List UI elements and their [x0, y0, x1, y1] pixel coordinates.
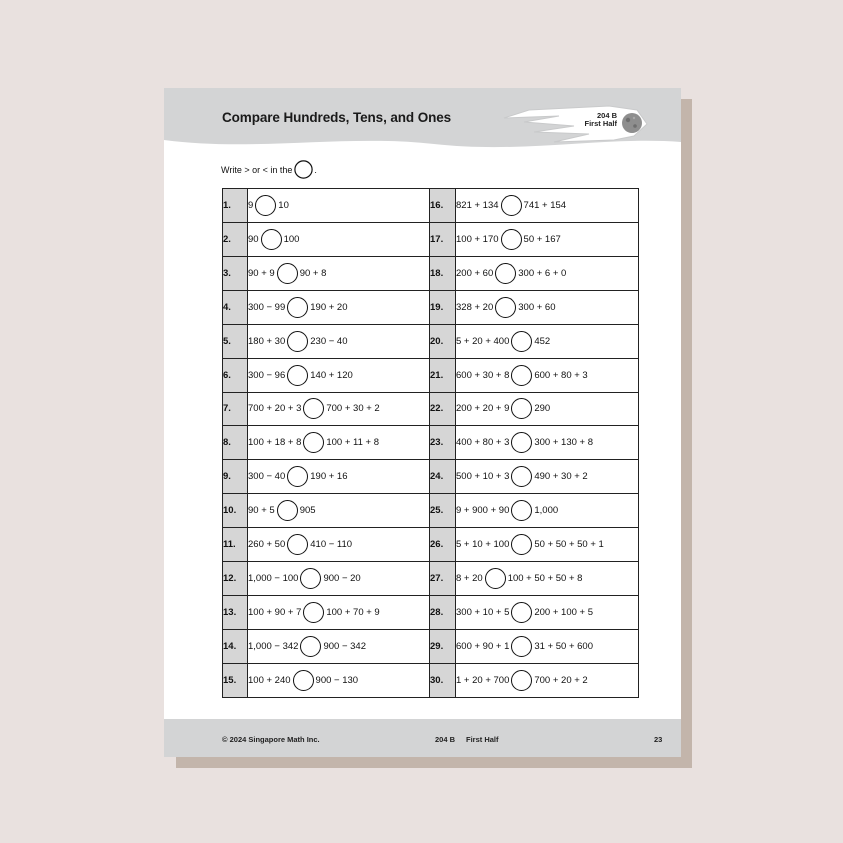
answer-circle[interactable] [511, 636, 532, 657]
problem-number: 22. [430, 392, 456, 426]
problem-expression [456, 494, 639, 528]
problem-expression [456, 426, 639, 460]
instructions-period: . [314, 164, 317, 175]
answer-circle[interactable] [303, 432, 324, 453]
comparison [248, 263, 326, 284]
comparison [248, 500, 316, 521]
answer-circle[interactable] [511, 500, 532, 521]
page-number: 23 [654, 735, 663, 744]
left-expression: 700 + 20 + 3 [248, 403, 302, 415]
problem-number: 27. [430, 562, 456, 596]
problem-row [223, 290, 639, 324]
left-expression: 821 + 134 [456, 199, 499, 211]
left-expression: 300 − 40 [248, 471, 286, 483]
problem-expression [248, 528, 430, 562]
comparison [456, 500, 558, 521]
problem-number: 7. [223, 392, 248, 426]
footer-code: 204 B [435, 735, 456, 744]
worksheet-page [164, 88, 681, 757]
page-title: Compare Hundreds, Tens, and Ones [222, 110, 452, 125]
problem-expression [456, 290, 639, 324]
comparison [248, 534, 352, 555]
problem-row [223, 629, 639, 663]
problem-number: 6. [223, 358, 248, 392]
problem-expression [456, 222, 639, 256]
comparison [456, 602, 593, 623]
answer-circle[interactable] [300, 636, 321, 657]
problem-expression [248, 426, 430, 460]
problem-number: 29. [430, 629, 456, 663]
problem-expression [456, 392, 639, 426]
badge-label [569, 112, 617, 128]
answer-circle[interactable] [300, 568, 321, 589]
problem-number: 2. [223, 222, 248, 256]
left-expression: 200 + 20 + 9 [456, 403, 510, 415]
answer-circle[interactable] [287, 297, 308, 318]
problem-expression [248, 324, 430, 358]
right-expression: 50 + 50 + 50 + 1 [534, 539, 604, 551]
instructions-text: Write > or < in the [221, 164, 293, 175]
problem-expression [456, 629, 639, 663]
problem-row [223, 528, 639, 562]
answer-circle[interactable] [287, 466, 308, 487]
right-expression: 490 + 30 + 2 [534, 471, 588, 483]
right-expression: 230 − 40 [310, 335, 348, 347]
left-expression: 100 + 18 + 8 [248, 437, 302, 449]
answer-circle[interactable] [293, 670, 314, 691]
problem-number: 19. [430, 290, 456, 324]
right-expression: 100 + 11 + 8 [326, 437, 380, 449]
problem-row [223, 494, 639, 528]
footer-copyright: © 2024 Singapore Math Inc. [222, 735, 320, 744]
left-expression: 1,000 − 342 [248, 640, 299, 652]
right-expression: 50 + 167 [523, 233, 561, 245]
right-expression: 10 [278, 199, 289, 211]
right-expression: 741 + 154 [523, 199, 567, 211]
left-expression: 90 + 9 [248, 267, 275, 279]
comparison [248, 568, 361, 589]
page-footer [164, 719, 681, 757]
problem-expression [456, 460, 639, 494]
problem-expression [248, 663, 430, 697]
right-expression: 900 − 130 [315, 674, 359, 686]
problem-number: 12. [223, 562, 248, 596]
empty-circle-icon [294, 160, 313, 179]
answer-circle[interactable] [501, 195, 522, 216]
answer-circle[interactable] [277, 263, 298, 284]
comparison [248, 195, 289, 216]
problem-number: 3. [223, 256, 248, 290]
problem-row [223, 663, 639, 697]
right-expression: 300 + 6 + 0 [518, 267, 567, 279]
left-expression: 1,000 − 100 [248, 573, 299, 585]
right-expression: 905 [299, 505, 316, 517]
problem-number: 30. [430, 663, 456, 697]
problem-expression [456, 528, 639, 562]
problem-number: 17. [430, 222, 456, 256]
comparison [248, 331, 348, 352]
problem-expression [248, 494, 430, 528]
problem-number: 10. [223, 494, 248, 528]
problem-row [223, 596, 639, 630]
problem-number: 20. [430, 324, 456, 358]
answer-circle[interactable] [303, 398, 324, 419]
problem-number: 16. [430, 189, 456, 223]
answer-circle[interactable] [485, 568, 506, 589]
problem-row [223, 426, 639, 460]
right-expression: 90 + 8 [299, 267, 327, 279]
comparison [248, 365, 353, 386]
comparison [248, 229, 299, 250]
problem-number: 11. [223, 528, 248, 562]
left-expression: 5 + 20 + 400 [456, 335, 510, 347]
answer-circle[interactable] [511, 432, 532, 453]
right-expression: 200 + 100 + 5 [534, 607, 593, 619]
right-expression: 190 + 20 [310, 301, 348, 313]
problem-row [223, 460, 639, 494]
right-expression: 190 + 16 [310, 471, 348, 483]
comparison [248, 602, 380, 623]
problem-expression [248, 256, 430, 290]
left-expression: 8 + 20 [456, 573, 483, 585]
answer-circle[interactable] [511, 534, 532, 555]
comparison [456, 229, 561, 250]
problem-number: 21. [430, 358, 456, 392]
comparison [248, 670, 358, 691]
answer-circle[interactable] [261, 229, 282, 250]
right-expression: 452 [534, 335, 551, 347]
right-expression: 100 + 70 + 9 [326, 607, 380, 619]
problem-expression [248, 629, 430, 663]
right-expression: 410 − 110 [310, 539, 353, 551]
answer-circle[interactable] [511, 602, 532, 623]
problem-expression [456, 663, 639, 697]
problem-row [223, 222, 639, 256]
left-expression: 300 − 99 [248, 301, 286, 313]
answer-circle[interactable] [511, 365, 532, 386]
left-expression: 500 + 10 + 3 [456, 471, 510, 483]
comparison [248, 398, 380, 419]
problem-row [223, 256, 639, 290]
problem-expression [248, 392, 430, 426]
answer-circle[interactable] [511, 670, 532, 691]
problem-expression [248, 562, 430, 596]
left-expression: 5 + 10 + 100 [456, 539, 510, 551]
answer-circle[interactable] [495, 263, 516, 284]
problem-expression [248, 222, 430, 256]
right-expression: 300 + 60 [518, 301, 556, 313]
right-expression: 300 + 130 + 8 [534, 437, 593, 449]
problem-row [223, 358, 639, 392]
comparison [248, 466, 348, 487]
comparison [456, 568, 582, 589]
problem-expression [456, 324, 639, 358]
answer-circle[interactable] [287, 331, 308, 352]
left-expression: 100 + 240 [248, 674, 291, 686]
problem-number: 8. [223, 426, 248, 460]
comparison [248, 432, 379, 453]
badge-half: First Half [584, 119, 617, 128]
problem-expression [248, 460, 430, 494]
left-expression: 90 + 5 [248, 505, 275, 517]
left-expression: 100 + 170 [456, 233, 499, 245]
answer-circle[interactable] [255, 195, 276, 216]
problem-expression [456, 596, 639, 630]
problem-number: 14. [223, 629, 248, 663]
right-expression: 1,000 [534, 505, 559, 517]
comparison [456, 195, 566, 216]
comparison [456, 398, 550, 419]
problem-row [223, 392, 639, 426]
problem-number: 18. [430, 256, 456, 290]
problem-row [223, 562, 639, 596]
answer-circle[interactable] [495, 297, 516, 318]
comparison [248, 297, 348, 318]
left-expression: 600 + 90 + 1 [456, 640, 510, 652]
answer-circle[interactable] [511, 398, 532, 419]
left-expression: 300 + 10 + 5 [456, 607, 510, 619]
problems-table [222, 188, 639, 698]
left-expression: 1 + 20 + 700 [456, 674, 510, 686]
comparison [456, 534, 604, 555]
problem-number: 5. [223, 324, 248, 358]
instructions [221, 160, 317, 179]
problem-expression [456, 189, 639, 223]
answer-circle[interactable] [303, 602, 324, 623]
problem-expression [248, 596, 430, 630]
answer-circle[interactable] [511, 331, 532, 352]
comparison [248, 636, 366, 657]
problem-number: 15. [223, 663, 248, 697]
problem-number: 25. [430, 494, 456, 528]
answer-circle[interactable] [501, 229, 522, 250]
left-expression: 9 [248, 199, 254, 211]
left-expression: 400 + 80 + 3 [456, 437, 510, 449]
comparison [456, 331, 550, 352]
comparison [456, 670, 588, 691]
right-expression: 100 + 50 + 50 + 8 [507, 573, 583, 585]
comparison [456, 365, 588, 386]
answer-circle[interactable] [511, 466, 532, 487]
left-expression: 328 + 20 [456, 301, 494, 313]
left-expression: 9 + 900 + 90 [456, 505, 510, 517]
right-expression: 290 [534, 403, 551, 415]
comparison [456, 432, 593, 453]
right-expression: 700 + 30 + 2 [326, 403, 380, 415]
left-expression: 180 + 30 [248, 335, 286, 347]
problem-expression [248, 358, 430, 392]
problem-expression [248, 290, 430, 324]
comparison [456, 297, 556, 318]
left-expression: 200 + 60 [456, 267, 494, 279]
left-expression: 90 [248, 233, 259, 245]
left-expression: 260 + 50 [248, 539, 286, 551]
problem-number: 1. [223, 189, 248, 223]
left-expression: 100 + 90 + 7 [248, 607, 302, 619]
problem-number: 28. [430, 596, 456, 630]
problem-number: 9. [223, 460, 248, 494]
problem-expression [248, 189, 430, 223]
answer-circle[interactable] [277, 500, 298, 521]
right-expression: 100 [283, 233, 300, 245]
badge-code: 204 B [596, 111, 617, 120]
answer-circle[interactable] [287, 534, 308, 555]
problem-number: 26. [430, 528, 456, 562]
right-expression: 900 − 342 [323, 640, 366, 652]
problem-number: 24. [430, 460, 456, 494]
problem-number: 13. [223, 596, 248, 630]
answer-circle[interactable] [287, 365, 308, 386]
footer-half: First Half [466, 735, 499, 744]
problem-row [223, 324, 639, 358]
problem-expression [456, 358, 639, 392]
right-expression: 31 + 50 + 600 [534, 640, 593, 652]
comparison [456, 466, 588, 487]
right-expression: 140 + 120 [310, 369, 353, 381]
problem-row [223, 189, 639, 223]
right-expression: 900 − 20 [323, 573, 361, 585]
problem-expression [456, 256, 639, 290]
comparison [456, 263, 566, 284]
left-expression: 600 + 30 + 8 [456, 369, 510, 381]
right-expression: 700 + 20 + 2 [534, 674, 588, 686]
problem-number: 23. [430, 426, 456, 460]
problem-expression [456, 562, 639, 596]
right-expression: 600 + 80 + 3 [534, 369, 588, 381]
comparison [456, 636, 593, 657]
problem-number: 4. [223, 290, 248, 324]
left-expression: 300 − 96 [248, 369, 286, 381]
